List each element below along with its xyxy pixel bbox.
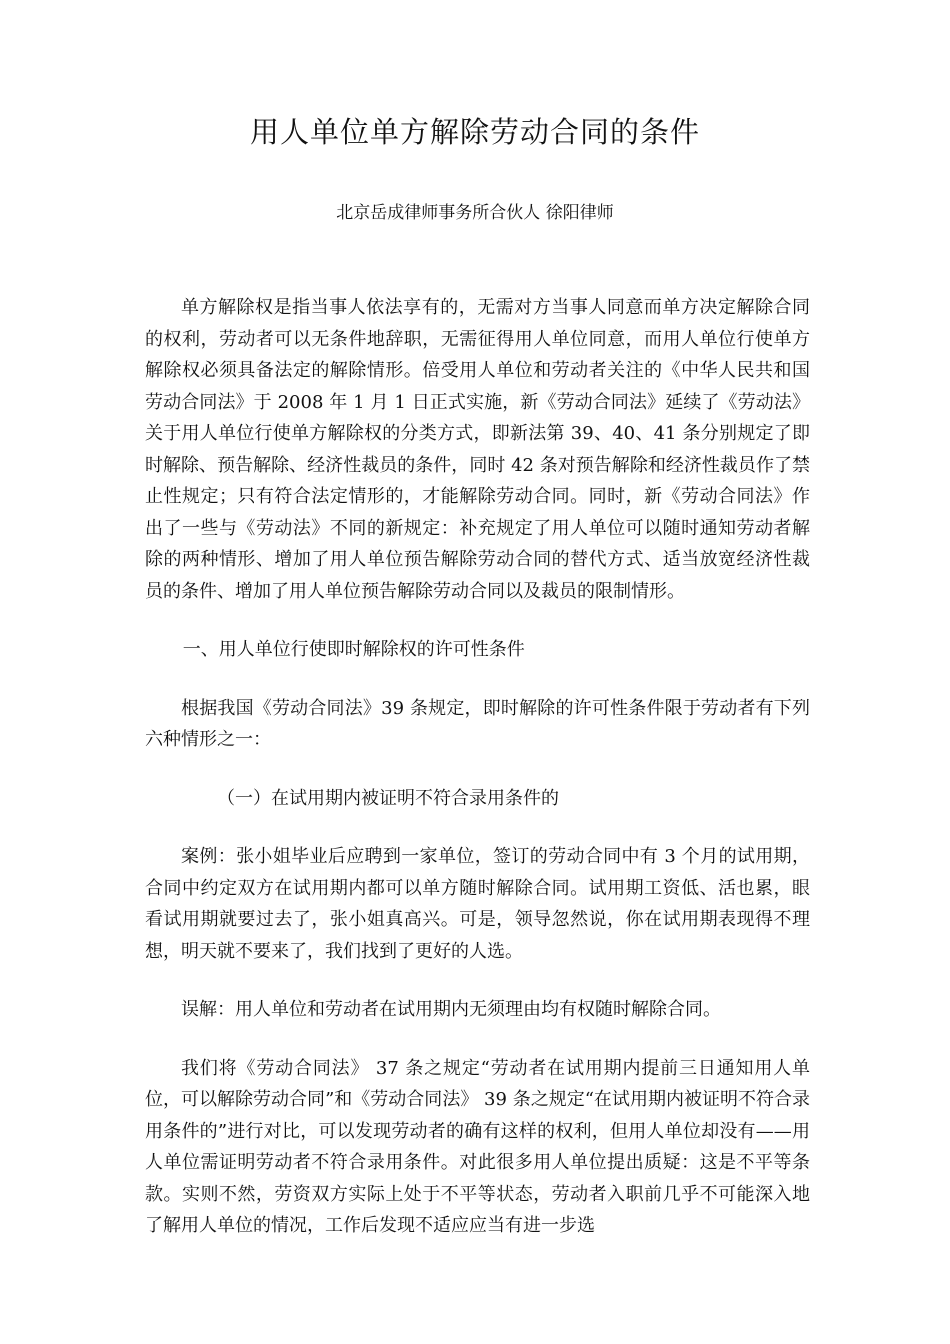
document-title: 用人单位单方解除劳动合同的条件: [249, 115, 700, 149]
paragraph-case: 案例：张小姐毕业后应聘到一家单位，签订的劳动合同中有 3 个月的试用期，合同中约定双方在试用期内都可以单方随时解除合同。试用期工资低、活也累，眼看试用期就要过去了，张小姐真高兴。可是，领导忽然说，你在试用期表现得不理想，明天就不要来了，我们找到了更好的人选。: [145, 846, 810, 962]
document-body: [145, 292, 810, 1269]
subsection-heading: （一）在试用期内被证明不符合录用条件的: [217, 787, 559, 809]
document-author: 北京岳成律师事务所合伙人 徐阳律师: [336, 203, 614, 223]
paragraph-misconception: 误解：用人单位和劳动者在试用期内无须理由均有权随时解除合同。: [181, 999, 721, 1020]
section-heading: 一、用人单位行使即时解除权的许可性条件: [182, 639, 525, 660]
paragraph-analysis: 我们将《劳动合同法》 37 条之规定“劳动者在试用期内提前三日通知用人单位，可以解除劳动合同”和《劳动合同法》 39 条之规定“在试用期内被证明不符合录用条件的”进行对比，可以发现劳动者的确有这样的权利，但用人单位却没有——用人单位需证明劳动者不符合录用条件。对此很多用人单位提出质疑：这是不平等条款。实则不然，劳资双方实际上处于不平等状态，劳动者入职前几乎不可能深入地了解用人单位的情况，工作后发现不适应应当有进一步选: [145, 1057, 810, 1236]
paragraph-law-39: 根据我国《劳动合同法》39 条规定，即时解除的许可性条件限于劳动者有下列六种情形之一：: [145, 697, 810, 750]
paragraph-intro: 单方解除权是指当事人依法享有的，无需对方当事人同意而单方决定解除合同的权利，劳动者可以无条件地辞职，无需征得用人单位同意，而用人单位行使单方解除权必须具备法定的解除情形。倍受用人单位和劳动者关注的《中华人民共和国劳动合同法》于 2008 年 1 月 1 日正式实施，新《劳动合同法》延续了《劳动法》关于用人单位行使单方解除权的分类方式，即新法第 39、40、41 条分别规定了即时解除、预告解除、经济性裁员的条件，同时 42 条对预告解除和经济性裁员作了禁止性规定；只有符合法定情形的，才能解除劳动合同。同时，新《劳动合同法》作出了一些与《劳动法》不同的新规定：补充规定了用人单位可以随时通知劳动者解除的两种情形、增加了用人单位预告解除劳动合同的替代方式、适当放宽经济性裁员的条件、增加了用人单位预告解除劳动合同以及裁员的限制情形。: [145, 297, 810, 602]
